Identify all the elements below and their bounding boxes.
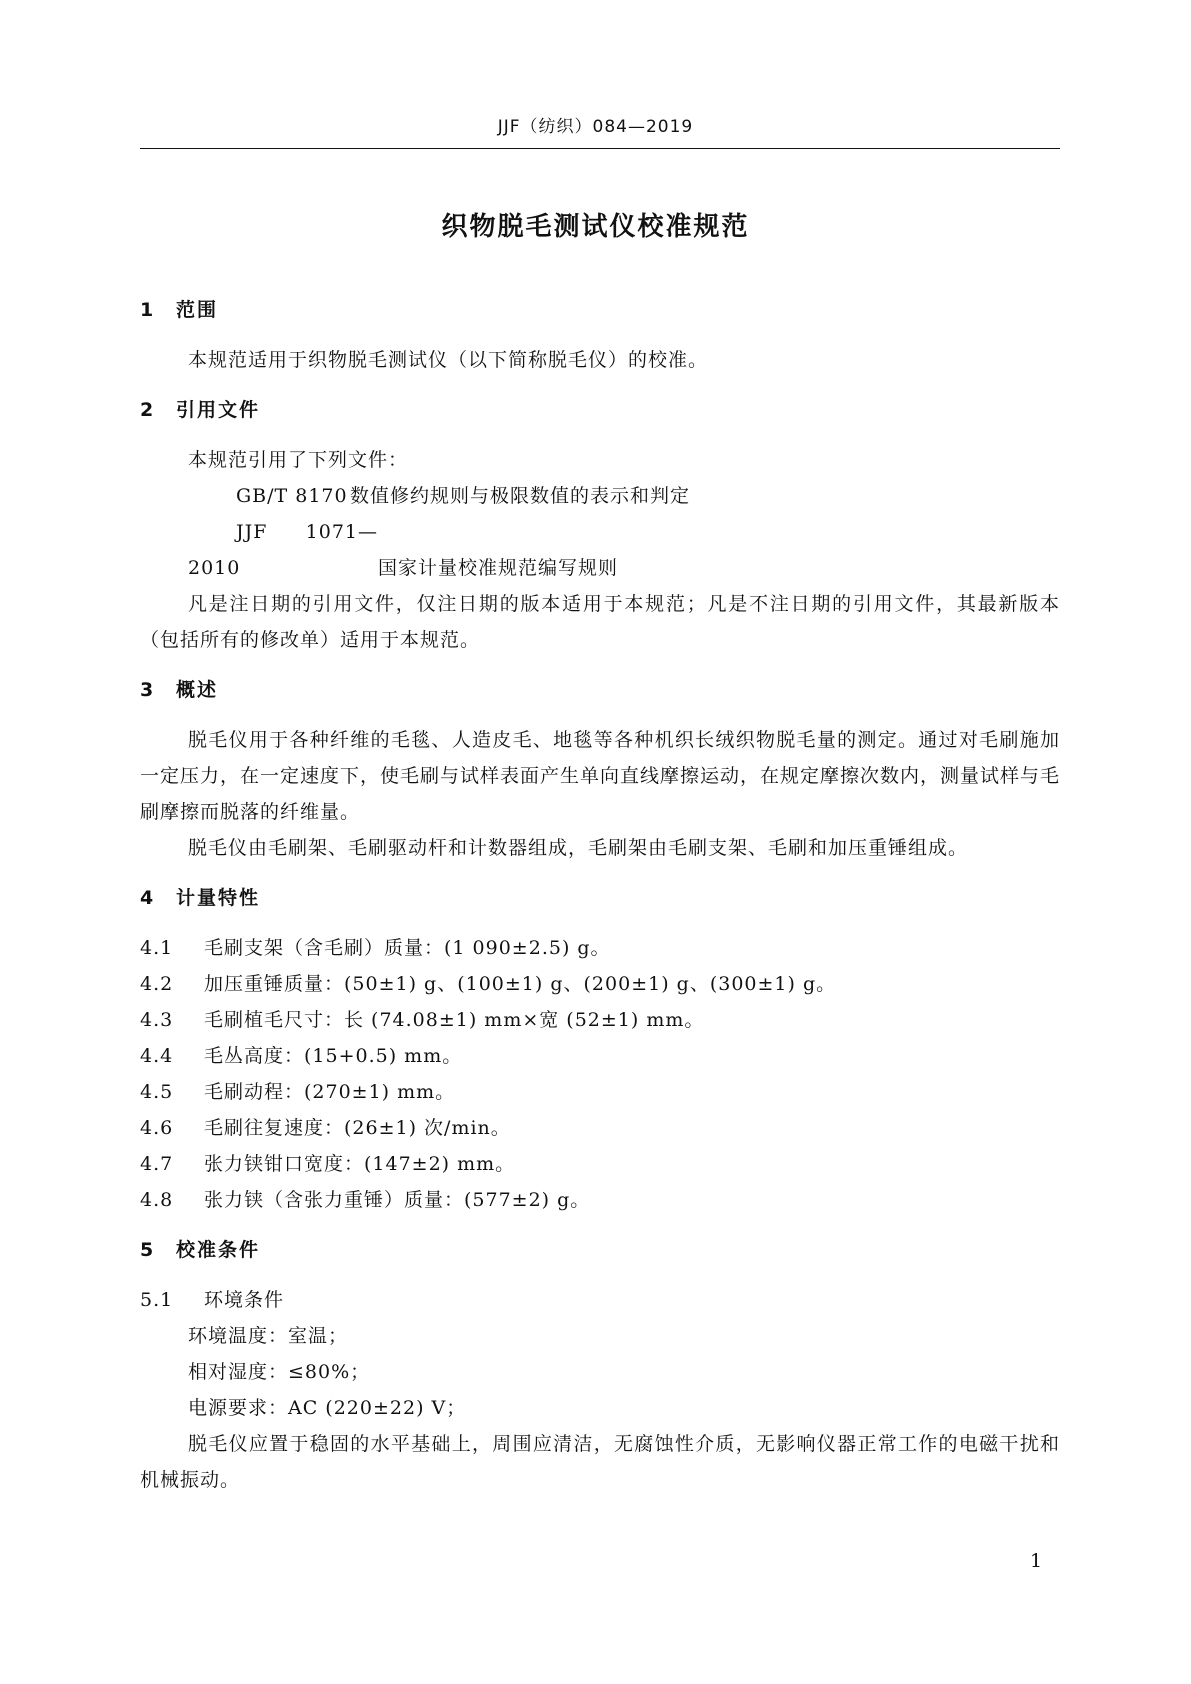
spec-item (140, 1038, 1060, 1074)
spec-item-number: 4.2 (140, 973, 174, 995)
spec-item-text: 张力铗钳口宽度：(147±2) mm。 (204, 1153, 516, 1175)
condition-line: 环境温度：室温； (188, 1325, 349, 1347)
section-number: 2 (140, 399, 154, 421)
spec-item-text: 毛刷动程：(270±1) mm。 (204, 1081, 456, 1103)
spec-item-number: 4.3 (140, 1009, 174, 1031)
condition-line: 相对湿度：≤80%； (188, 1361, 371, 1383)
spec-item-text: 毛刷植毛尺寸：长 (74.08±1) mm×宽 (52±1) mm。 (204, 1009, 705, 1031)
page-number: 1 (1030, 1550, 1043, 1572)
section-4-heading (140, 884, 1060, 912)
document-title: 织物脱毛测试仪校准规范 (441, 212, 750, 242)
document-code-header: JJF（纺织）084—2019 (497, 117, 694, 137)
subsection-title: 环境条件 (204, 1289, 285, 1311)
section-2-note: 凡是注日期的引用文件，仅注日期的版本适用于本规范；凡是不注日期的引用文件，其最新版本（包括所有的修改单）适用于本规范。 (140, 593, 1060, 651)
section-3-paragraph-1: 脱毛仪用于各种纤维的毛毯、人造皮毛、地毯等各种机织长绒织物脱毛量的测定。通过对毛刷施加一定压力，在一定速度下，使毛刷与试样表面产生单向直线摩擦运动，在规定摩擦次数内，测量试样与毛刷摩擦而脱落的纤维量。 (140, 729, 1061, 823)
spec-item (140, 1110, 1060, 1146)
section-2-heading (140, 396, 1060, 424)
section-1-heading (140, 296, 1060, 324)
spec-item-text: 张力铗（含张力重锤）质量：(577±2) g。 (204, 1189, 591, 1211)
section-1-text: 本规范适用于织物脱毛测试仪（以下简称脱毛仪）的校准。 (188, 349, 709, 371)
spec-item (140, 1002, 1060, 1038)
reference-item (140, 478, 1060, 514)
reference-name: 数值修约规则与极限数值的表示和判定 (350, 485, 691, 507)
section-title: 范围 (176, 299, 219, 321)
spec-item (140, 966, 1060, 1002)
spec-item-number: 4.6 (140, 1117, 174, 1139)
reference-name: 国家计量校准规范编写规则 (378, 557, 619, 579)
section-number: 4 (140, 887, 154, 909)
spec-item-text: 毛刷往复速度：(26±1) 次/min。 (204, 1117, 511, 1139)
document-body (140, 296, 1060, 1498)
spec-item-number: 4.1 (140, 937, 174, 959)
section-number: 3 (140, 679, 154, 701)
subsection-number: 5.1 (140, 1289, 174, 1311)
spec-item (140, 930, 1060, 966)
spec-item-text: 毛刷支架（含毛刷）质量：(1 090±2.5) g。 (204, 937, 611, 959)
section-2-intro: 本规范引用了下列文件： (188, 449, 409, 471)
spec-item-text: 加压重锤质量：(50±1) g、(100±1) g、(200±1) g、(300±1) g。 (204, 973, 837, 995)
section-3-paragraph-2: 脱毛仪由毛刷架、毛刷驱动杆和计数器组成，毛刷架由毛刷支架、毛刷和加压重锤组成。 (188, 837, 969, 859)
section-title: 引用文件 (176, 399, 261, 421)
condition-line: 电源要求：AC (220±22) V； (188, 1397, 467, 1419)
subsection-5-1-heading (140, 1282, 1060, 1318)
reference-code: GB/T 8170 (236, 485, 348, 507)
section-title: 计量特性 (176, 887, 261, 909)
spec-item-number: 4.5 (140, 1081, 174, 1103)
spec-item (140, 1074, 1060, 1110)
section-5-note: 脱毛仪应置于稳固的水平基础上，周围应清洁，无腐蚀性介质，无影响仪器正常工作的电磁干扰和机械振动。 (140, 1433, 1060, 1491)
reference-code: JJF 1071—2010 (188, 521, 378, 579)
section-title: 校准条件 (176, 1239, 261, 1261)
header-rule (140, 148, 1060, 149)
spec-item (140, 1146, 1060, 1182)
spec-item-number: 4.7 (140, 1153, 174, 1175)
section-5-heading (140, 1236, 1060, 1264)
section-number: 1 (140, 299, 154, 321)
spec-item-number: 4.4 (140, 1045, 174, 1067)
spec-item-text: 毛丛高度：(15+0.5) mm。 (204, 1045, 463, 1067)
reference-item (140, 514, 1060, 586)
section-title: 概述 (176, 679, 219, 701)
section-3-heading (140, 676, 1060, 704)
spec-item (140, 1182, 1060, 1218)
spec-item-number: 4.8 (140, 1189, 174, 1211)
section-number: 5 (140, 1239, 154, 1261)
